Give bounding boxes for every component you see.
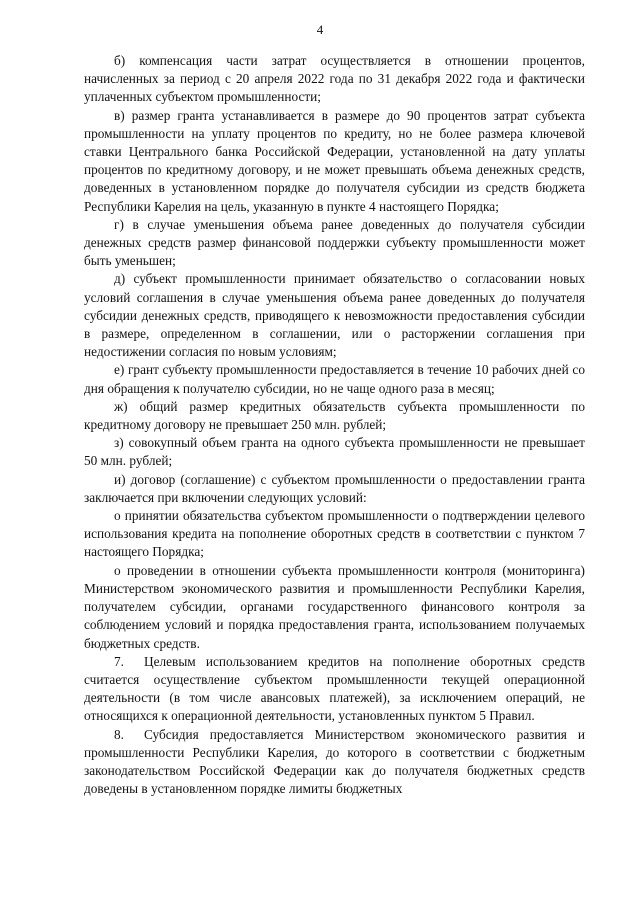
paragraph-d: д) субъект промышленности принимает обязательство о согласовании новых условий соглашения в случае уменьшения объема ранее доведенных до получателя субсидии денежных средств, приводящего к невозможности предоставления субсидии в размере, определенном в соглашении, или о расторжении соглашения при недостижении согласия по новым условиям; [84,271,585,360]
paragraph-z: з) совокупный объем гранта на одного субъекта промышленности не превышает 50 млн. рублей; [84,435,585,469]
clause-7-number: 7. [114,653,124,669]
clause-7 [84,653,585,726]
clause-8-text: Субсидия предоставляется Министерством экономического развития и промышленности Республики Карелия, до которого в соответствии с бюджетным законодательством Российской Федерации как до получателя бюджетных средств доведены в установленном порядке лимиты бюджетных [84,726,585,797]
paragraph-b: б) компенсация части затрат осуществляется в отношении процентов, начисленных за период с 20 апреля 2022 года по 31 декабря 2022 года и фактически уплаченных субъектом промышленности; [84,53,585,105]
page-number: 4 [316,22,324,37]
condition-paragraph-2: о проведении в отношении субъекта промышленности контроля (мониторинга) Министерством экономического развития и промышленности Республики Карелия, получателем субсидии, органами государственного финансового контроля за соблюдением условий и порядка предоставления гранта, использованием получаемых бюджетных средств. [84,562,585,651]
paragraph-g: г) в случае уменьшения объема ранее доведенных до получателя субсидии денежных средств размер финансовой поддержки субъекту промышленности может быть уменьшен; [84,216,585,269]
clause-8 [84,726,585,799]
paragraph-v: в) размер гранта устанавливается в размере до 90 процентов затрат субъекта промышленности на уплату процентов по кредиту, но не более размера ключевой ставки Центрального банка Российской Федерации, установленной на дату уплаты процентов по кредитному договору, и не может превышать объема денежных средств, доведенных в установленном порядке до получателя субсидии из средств бюджета Республики Карелия на цель, указанную в пункте 4 настоящего Порядка; [84,107,585,214]
condition-paragraph-1: о принятии обязательства субъектом промышленности о подтверждении целевого использования кредита на пополнение оборотных средств в соответствии с пунктом 7 настоящего Порядка; [84,508,585,560]
clause-7-text: Целевым использованием кредитов на пополнение оборотных средств считается осуществление субъектом промышленности текущей операционной деятельности (в том числе авансовых платежей), за исключением операций, не относящихся к операционной деятельности, установленных пунктом 5 Правил. [84,653,585,724]
paragraph-zh: ж) общий размер кредитных обязательств субъекта промышленности по кредитному договору не превышает 250 млн. рублей; [84,398,585,433]
paragraph-e: е) грант субъекту промышленности предоставляется в течение 10 рабочих дней со дня обращения к получателю субсидии, но не чаще одного раза в месяц; [84,362,585,396]
document-body [84,52,585,798]
paragraph-i: и) договор (соглашение) с субъектом промышленности о предоставлении гранта заключается при включении следующих условий: [84,471,585,505]
clause-8-number: 8. [114,726,124,742]
